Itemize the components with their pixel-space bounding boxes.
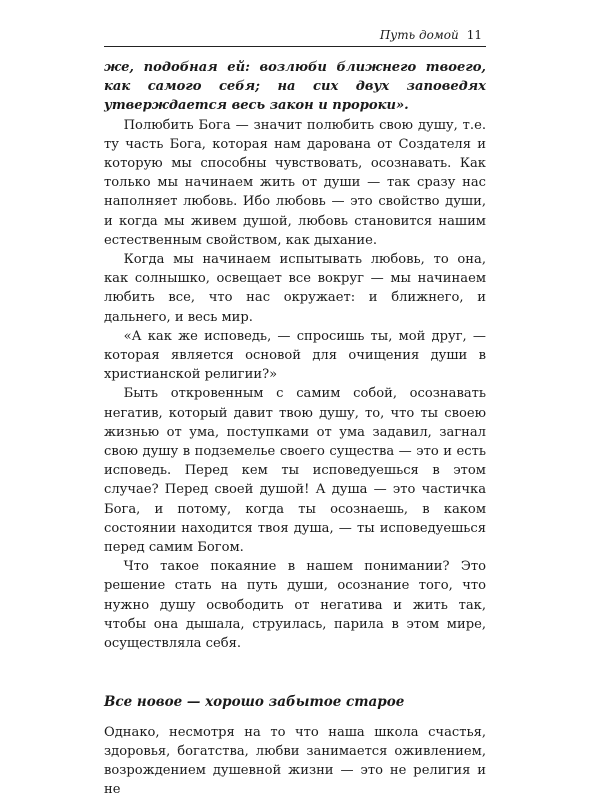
running-title: Путь домой: [380, 28, 459, 42]
paragraph: Быть откровенным с самим собой, осознавать негатив, который давит твою душу, то, что ты своею жизнью от ума, поступками от ума задавил, загнал свою душу в подземелье своего существа — это и есть исповедь. Перед кем ты исповедуешься в этом случае? Перед своей душой! А душа — это частичка Бога, и потому, когда ты осознаешь, в каком состоянии находится твоя душа, — ты исповедуешься перед самим Богом.: [104, 384, 486, 557]
running-header: [104, 26, 486, 47]
page-number: 11: [467, 28, 482, 42]
body-text: [104, 58, 486, 799]
paragraph: Однако, несмотря на то что наша школа счастья, здоровья, богатства, любви занимается оживлением, возрождением душевной жизни — это не религия и не: [104, 723, 486, 799]
paragraph: Что такое покаяние в нашем понимании? Это решение стать на путь души, осознание того, что нужно душу освободить от негатива и жить так, чтобы она дышала, струилась, парила в этом мире, осуществляла себя.: [104, 557, 486, 653]
section-heading: Все новое — хорошо забытое старое: [104, 693, 486, 712]
paragraph: Полюбить Бога — значит полюбить свою душу, т.е. ту часть Бога, которая нам дарована от Создателя и которую мы способны чувствовать, осознавать. Как только мы начинаем жить от души — так сразу нас наполняет любовь. Ибо любовь — это свойство души, и когда мы живем душой, любовь становится нашим естественным свойством, как дыхание.: [104, 116, 486, 250]
paragraph: Когда мы начинаем испытывать любовь, то она, как солнышко, освещает все вокруг — мы начинаем любить все, что нас окружает: и ближнего, и дальнего, и весь мир.: [104, 250, 486, 327]
running-header-group: [380, 28, 482, 42]
paragraph: «А как же исповедь, — спросишь ты, мой друг, — которая является основой для очищения души в христианской религии?»: [104, 327, 486, 385]
quote-continuation: же, подобная ей: возлюби ближнего твоего, как самого себя; на сих двух заповедях утверждается весь закон и пророки».: [104, 58, 486, 116]
